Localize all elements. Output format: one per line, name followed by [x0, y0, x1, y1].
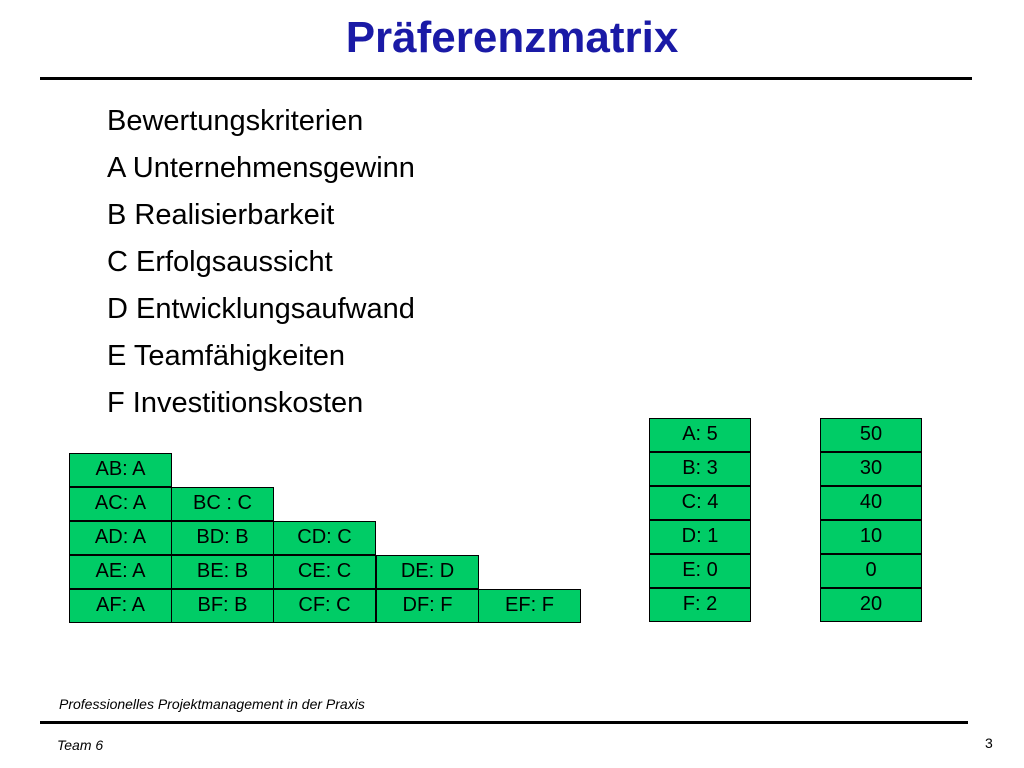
criterion-c: C Erfolgsaussicht — [107, 246, 333, 278]
pair-cell-bf: BF: B — [171, 589, 274, 623]
criteria-heading: Bewertungskriterien — [107, 105, 364, 137]
percent-cell-a: 50 — [820, 418, 922, 452]
slide-title: Präferenzmatrix — [345, 13, 679, 62]
percent-cell-f: 20 — [820, 588, 922, 622]
percent-cell-d: 10 — [820, 520, 922, 554]
pair-cell-ae: AE: A — [69, 555, 172, 589]
count-cell-a: A: 5 — [649, 418, 751, 452]
criterion-a: A Unternehmensgewinn — [107, 152, 415, 184]
pair-cell-af: AF: A — [69, 589, 172, 623]
criteria-list — [107, 98, 415, 427]
criterion-e: E Teamfähigkeiten — [107, 340, 346, 372]
pair-cell-bc: BC : C — [171, 487, 274, 521]
footer-team: Team 6 — [57, 737, 104, 753]
pair-cell-df: DF: F — [376, 589, 479, 623]
percent-cell-e: 0 — [820, 554, 922, 588]
title-divider — [40, 77, 972, 80]
percent-cell-c: 40 — [820, 486, 922, 520]
pair-cell-ac: AC: A — [69, 487, 172, 521]
count-cell-e: E: 0 — [649, 554, 751, 588]
count-cell-b: B: 3 — [649, 452, 751, 486]
pair-cell-ad: AD: A — [69, 521, 172, 555]
pair-cell-de: DE: D — [376, 555, 479, 589]
footer-divider — [40, 721, 968, 724]
count-cell-f: F: 2 — [649, 588, 751, 622]
criterion-d: D Entwicklungsaufwand — [107, 293, 415, 325]
count-cell-d: D: 1 — [649, 520, 751, 554]
pair-cell-be: BE: B — [171, 555, 274, 589]
footer-source: Professionelles Projektmanagement in der Praxis — [59, 696, 365, 712]
pair-cell-ef: EF: F — [478, 589, 581, 623]
pair-cell-cd: CD: C — [273, 521, 376, 555]
pair-cell-cf: CF: C — [273, 589, 376, 623]
count-cell-c: C: 4 — [649, 486, 751, 520]
percent-cell-b: 30 — [820, 452, 922, 486]
page-number: 3 — [985, 735, 993, 751]
pair-cell-ab: AB: A — [69, 453, 172, 487]
pair-cell-ce: CE: C — [273, 555, 376, 589]
criterion-f: F Investitionskosten — [107, 387, 364, 419]
criterion-b: B Realisierbarkeit — [107, 199, 335, 231]
pair-cell-bd: BD: B — [171, 521, 274, 555]
